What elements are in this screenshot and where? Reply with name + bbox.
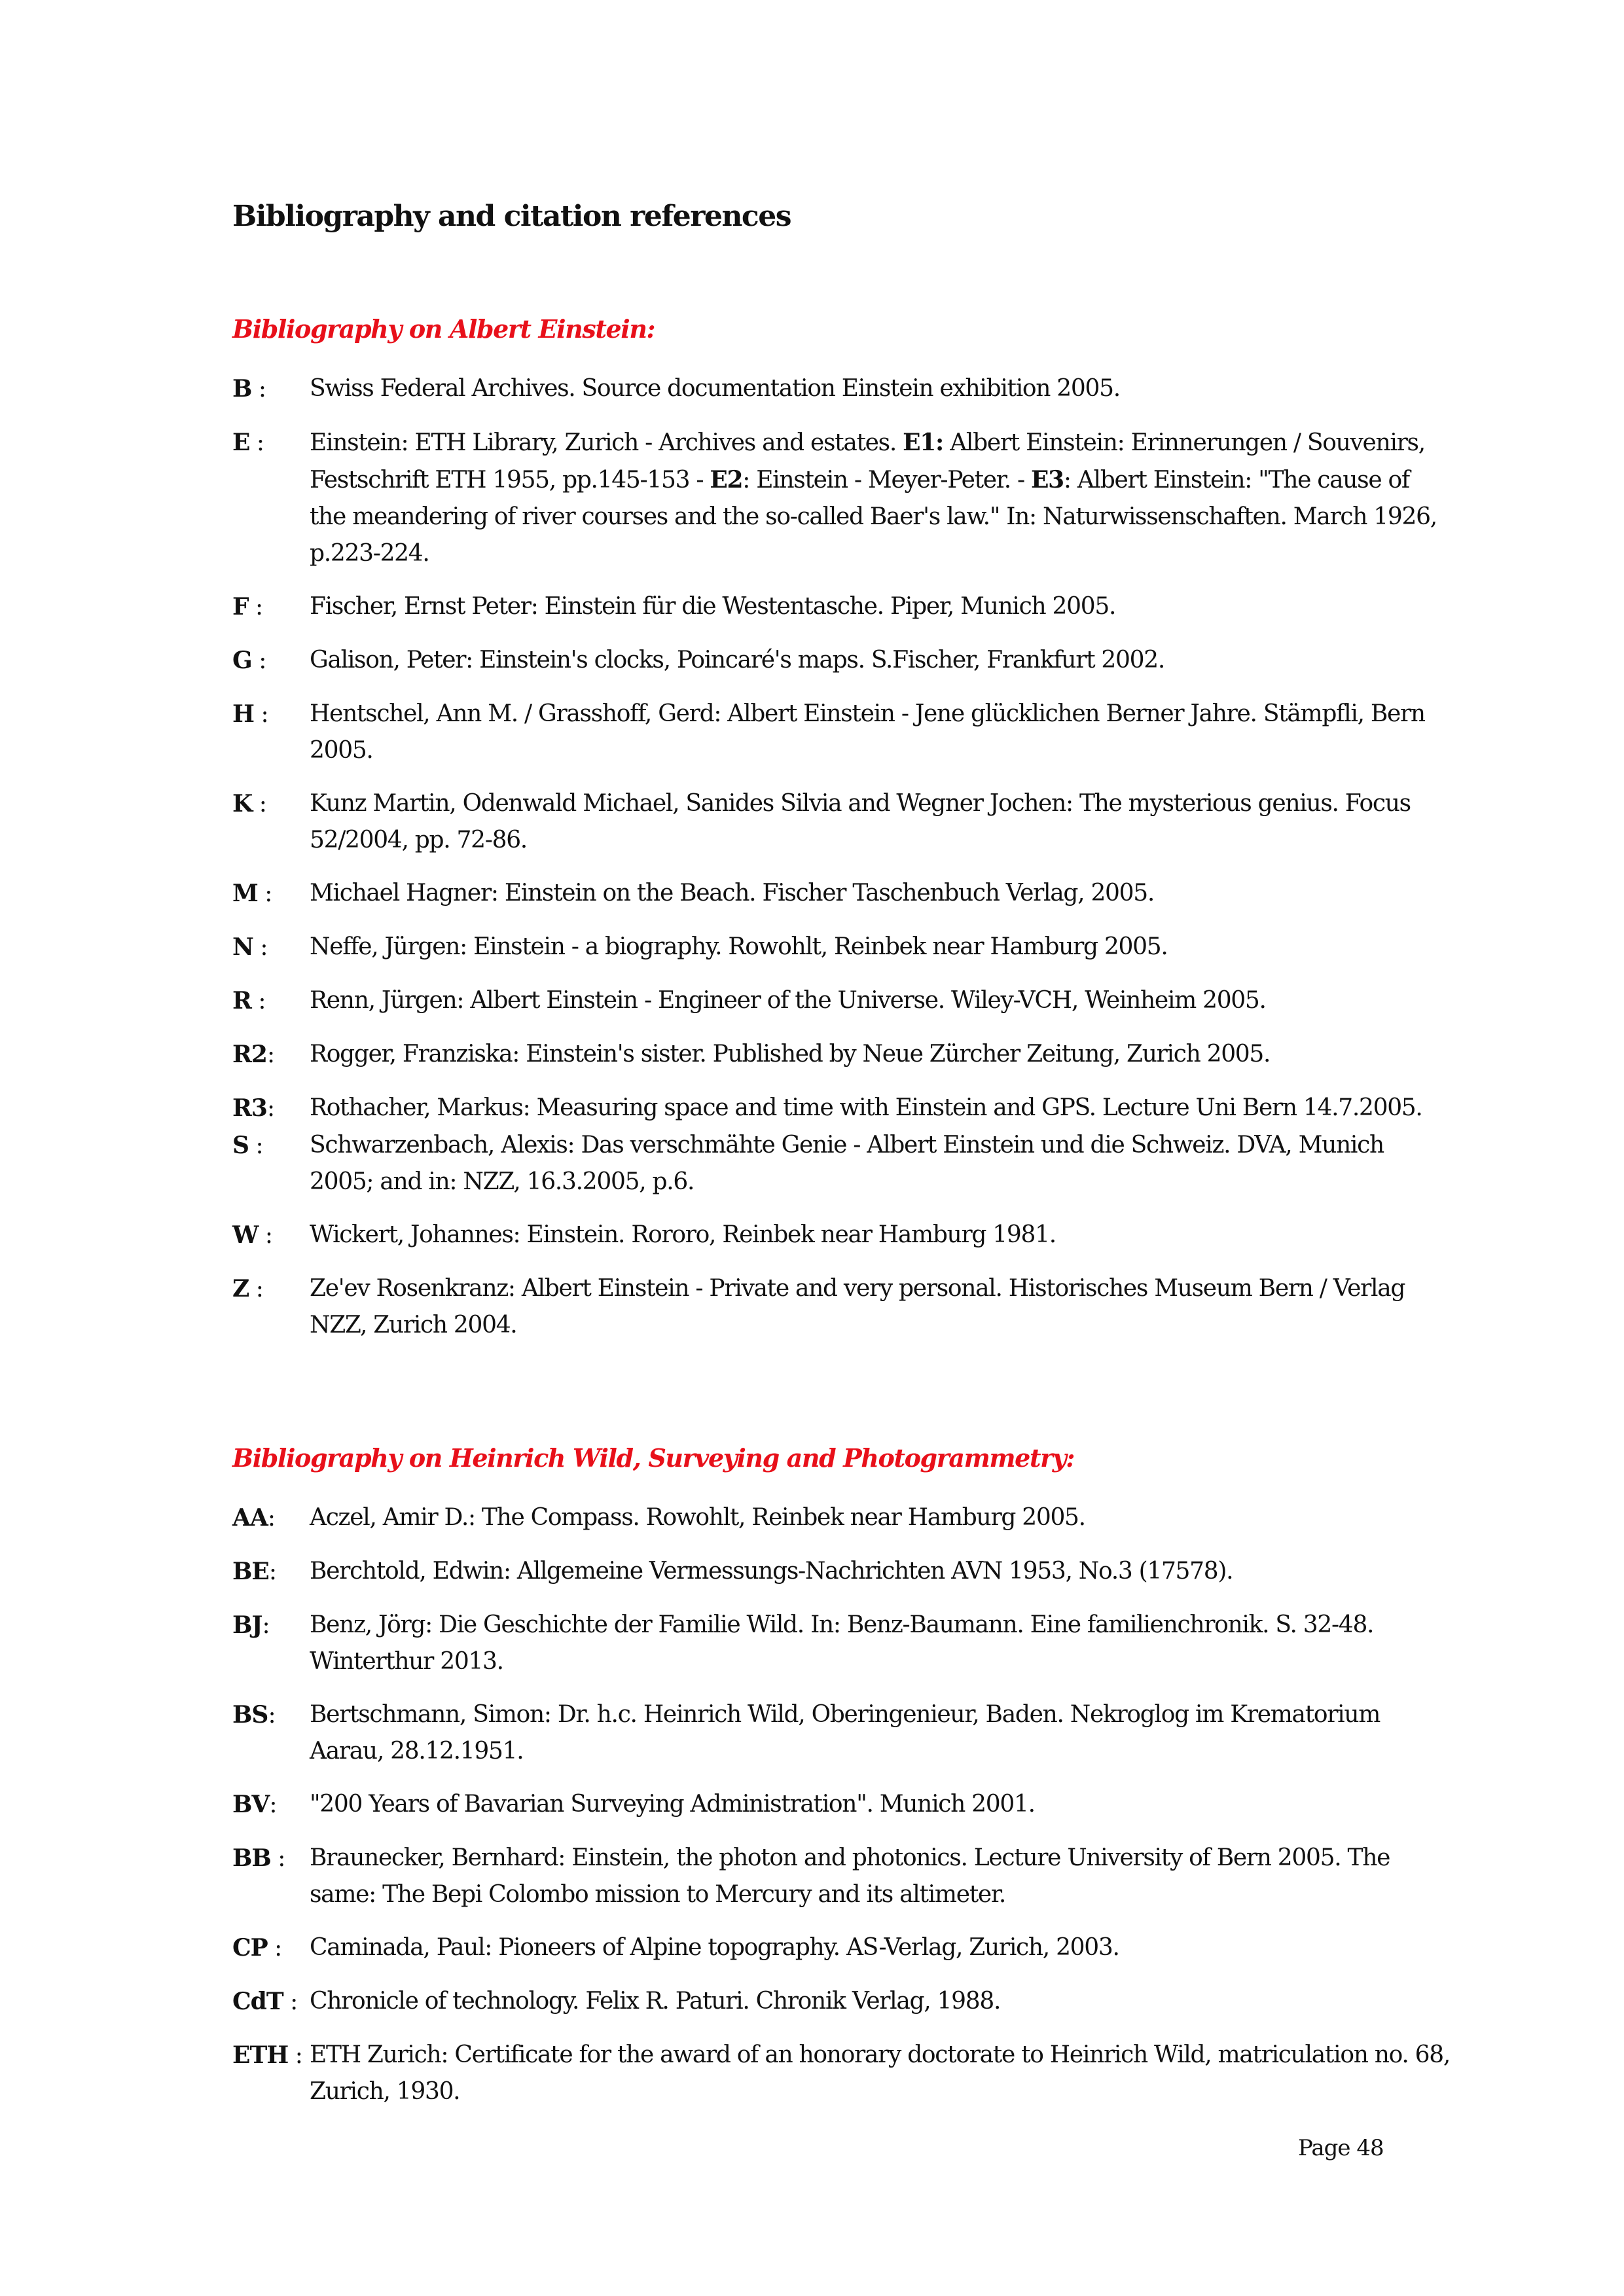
entry-text: "200 Years of Bavarian Surveying Administration". Munich 2001. [310, 1791, 1035, 1818]
entry-key: Z : [232, 1275, 263, 1302]
entry-key: BV: [232, 1791, 277, 1818]
entry-key: R : [232, 987, 266, 1014]
entry-key: S : [232, 1132, 263, 1159]
entry-text: Caminada, Paul: Pioneers of Alpine topography. AS-Verlag, Zurich, 2003. [310, 1934, 1119, 1961]
entry-key: R2: [232, 1041, 275, 1068]
entry-text: Rothacher, Markus: Measuring space and time with Einstein and GPS. Lecture Uni Bern 14.7.2005. [310, 1094, 1422, 1121]
entry-text: Michael Hagner: Einstein on the Beach. Fischer Taschenbuch Verlag, 2005. [310, 880, 1155, 906]
section-einstein-bibliography [232, 313, 1450, 1360]
bibliography-entry [232, 982, 1450, 1020]
bibliography-entry [232, 1929, 1450, 1967]
entry-key: B : [232, 375, 266, 403]
bibliography-entry [232, 1696, 1450, 1770]
entry-text: ETH Zurich: Certificate for the award of an honorary doctorate to Heinrich Wild, matriculation no. 68, Zurich, 1930. [310, 2041, 1450, 2105]
bibliography-entry [232, 424, 1450, 572]
entry-key: BS: [232, 1701, 276, 1729]
entry-text: Chronicle of technology. Felix R. Paturi. Chronik Verlag, 1988. [310, 1988, 1001, 2015]
bibliography-entry [232, 696, 1450, 769]
entry-text: Braunecker, Bernhard: Einstein, the photon and photonics. Lecture University of Bern 2005. The same: The Bepi Colombo mission to Mercury and its altimeter. [310, 1844, 1390, 1908]
entry-text: Fischer, Ernst Peter: Einstein für die Westentasche. Piper, Munich 2005. [310, 593, 1116, 620]
entry-key: W : [232, 1221, 273, 1249]
entry-key: ETH : [232, 2041, 302, 2069]
bibliography-entry [232, 785, 1450, 859]
bibliography-entry [232, 1036, 1450, 1073]
entry-key: CP : [232, 1934, 282, 1962]
entry-text: Benz, Jörg: Die Geschichte der Familie Wild. In: Benz-Baumann. Eine familienchronik. S. 32-48. Winterthur 2013. [310, 1611, 1374, 1675]
page-number: Page 48 [1298, 2135, 1384, 2161]
bibliography-entry [232, 1217, 1450, 1254]
bibliography-entry [232, 588, 1450, 626]
entry-text: Einstein: ETH Library, Zurich - Archives and estates. E1: Albert Einstein: Erinnerungen / Souvenirs, Festschrift ETH 1955, pp.145-153 - E2: Einstein - Meyer-Peter. - E3: Albert Einstein: "The cause of the meandering of river courses and the so-called Baer's law." In: Naturwissenschaften. March 1926, p.223-224. [310, 429, 1437, 567]
entry-text: Berchtold, Edwin: Allgemeine Vermessungs-Nachrichten AVN 1953, No.3 (17578). [310, 1558, 1233, 1585]
entry-text: Hentschel, Ann M. / Grasshoff, Gerd: Albert Einstein - Jene glücklichen Berner Jahre. Stämpfli, Bern 2005. [310, 700, 1425, 764]
entry-text: Ze'ev Rosenkranz: Albert Einstein - Private and very personal. Historisches Museum Bern / Verlag NZZ, Zurich 2004. [310, 1275, 1405, 1338]
entry-key: K : [232, 790, 266, 817]
entry-key: F : [232, 593, 263, 620]
bibliography-entry [232, 929, 1450, 966]
entry-key: N : [232, 933, 268, 961]
entry-key: R3: [232, 1094, 275, 1122]
entry-text: Renn, Jürgen: Albert Einstein - Engineer of the Universe. Wiley-VCH, Weinheim 2005. [310, 987, 1266, 1014]
bibliography-entry [232, 1840, 1450, 1913]
entry-text: Wickert, Johannes: Einstein. Rororo, Reinbek near Hamburg 1981. [310, 1221, 1056, 1248]
entry-key: BB : [232, 1844, 285, 1872]
entry-key: AA: [232, 1504, 276, 1532]
entry-key: CdT : [232, 1988, 298, 2015]
entry-key: G : [232, 647, 266, 674]
entry-key: BJ: [232, 1611, 270, 1639]
entry-key: BE: [232, 1558, 277, 1585]
entry-key: E : [232, 429, 264, 456]
section-heading: Bibliography on Albert Einstein: [232, 314, 655, 344]
page-title: Bibliography and citation references [232, 200, 791, 233]
entry-text: Rogger, Franziska: Einstein's sister. Published by Neue Zürcher Zeitung, Zurich 2005. [310, 1041, 1271, 1067]
entry-text: Kunz Martin, Odenwald Michael, Sanides Silvia and Wegner Jochen: The mysterious genius. Focus 52/2004, pp. 72-86. [310, 790, 1411, 853]
section-heading: Bibliography on Heinrich Wild, Surveying and Photogrammetry: [232, 1443, 1075, 1473]
bibliography-entry [232, 875, 1450, 912]
bibliography-entry [232, 1553, 1450, 1590]
bibliography-entry [232, 1127, 1450, 1200]
entry-text: Neffe, Jürgen: Einstein - a biography. Rowohlt, Reinbek near Hamburg 2005. [310, 933, 1168, 960]
bibliography-entry [232, 1499, 1450, 1537]
entry-text: Galison, Peter: Einstein's clocks, Poincaré's maps. S.Fischer, Frankfurt 2002. [310, 647, 1164, 673]
entry-text: Schwarzenbach, Alexis: Das verschmähte Genie - Albert Einstein und die Schweiz. DVA, Munich 2005; and in: NZZ, 16.3.2005, p.6. [310, 1132, 1384, 1195]
entry-text: Swiss Federal Archives. Source documentation Einstein exhibition 2005. [310, 375, 1120, 402]
bibliography-entry [232, 642, 1450, 679]
entry-text: Bertschmann, Simon: Dr. h.c. Heinrich Wild, Oberingenieur, Baden. Nekroglog im Krematorium Aarau, 28.12.1951. [310, 1701, 1380, 1765]
bibliography-entry [232, 1786, 1450, 1823]
entry-key: H : [232, 700, 268, 728]
entry-text: Aczel, Amir D.: The Compass. Rowohlt, Reinbek near Hamburg 2005. [310, 1504, 1085, 1531]
bibliography-entry [232, 2037, 1450, 2110]
section-wild-bibliography [232, 1442, 1450, 2126]
bibliography-entry [232, 1607, 1450, 1680]
bibliography-entry [232, 1090, 1450, 1127]
bibliography-entry [232, 370, 1450, 408]
bibliography-entry [232, 1983, 1450, 2020]
bibliography-entry [232, 1270, 1450, 1344]
entry-key: M : [232, 880, 272, 907]
